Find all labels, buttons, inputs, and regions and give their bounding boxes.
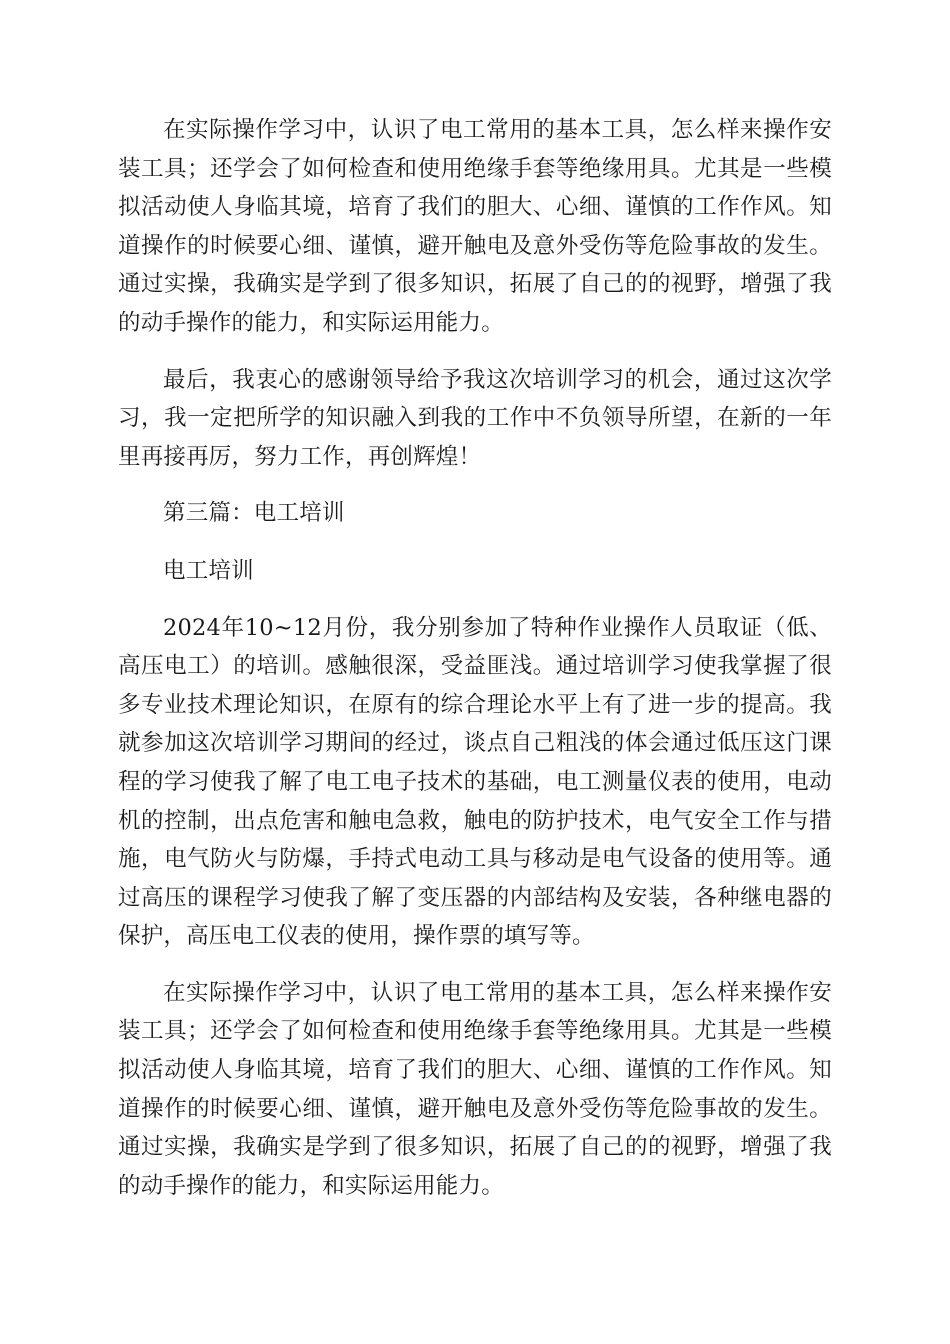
body-paragraph: 最后，我衷心的感谢领导给予我这次培训学习的机会，通过这次学习，我一定把所学的知识融入到我的工作中不负领导所望，在新的一年里再接再厉，努力工作，再创辉煌！	[118, 366, 832, 470]
section-subheading: 电工培训	[163, 557, 254, 584]
body-paragraph: 在实际操作学习中，认识了电工常用的基本工具，怎么样来操作安装工具；还学会了如何检查和使用绝缘手套等绝缘用具。尤其是一些模拟活动使人身临其境，培育了我们的胆大、心细、谨慎的工作作风。知道操作的时候要心细、谨慎，避开触电及意外受伤等危险事故的发生。通过实操，我确实是学到了很多知识，拓展了自己的的视野，增强了我的动手操作的能力，和实际运用能力。	[118, 979, 832, 1199]
body-paragraph: 2024年10~12月份，我分别参加了特种作业操作人员取证（低、高压电工）的培训。感触很深，受益匪浅。通过培训学习使我掌握了很多专业技术理论知识，在原有的综合理论水平上有了进一步的提高。我就参加这次培训学习期间的经过，谈点自己粗浅的体会通过低压这门课程的学习使我了解了电工电子技术的基础，电工测量仪表的使用，电动机的控制，出点危害和触电急救，触电的防护技术，电气安全工作与措施，电气防火与防爆，手持式电动工具与移动是电气设备的使用等。通过高压的课程学习使我了解了变压器的内部结构及安装，各种继电器的保护，高压电工仪表的使用，操作票的填写等。	[118, 614, 832, 950]
body-paragraph: 在实际操作学习中，认识了电工常用的基本工具，怎么样来操作安装工具；还学会了如何检查和使用绝缘手套等绝缘用具。尤其是一些模拟活动使人身临其境，培育了我们的胆大、心细、谨慎的工作作风。知道操作的时候要心细、谨慎，避开触电及意外受伤等危险事故的发生。通过实操，我确实是学到了很多知识，拓展了自己的的视野，增强了我的动手操作的能力，和实际运用能力。	[118, 117, 832, 336]
document-page	[118, 111, 832, 1205]
section-heading: 第三篇：电工培训	[163, 500, 345, 527]
